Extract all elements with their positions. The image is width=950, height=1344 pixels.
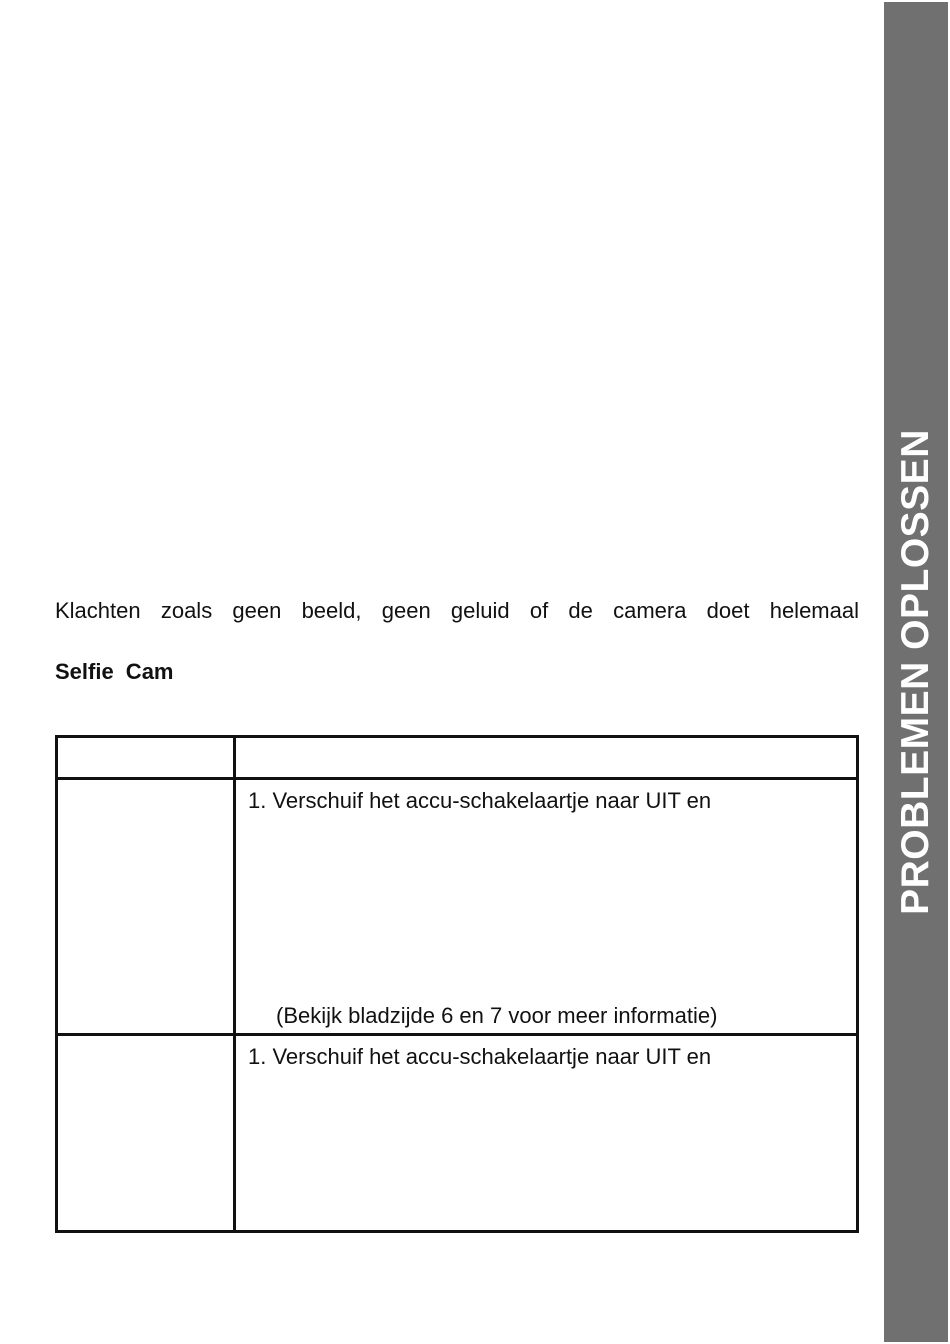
intro-paragraph: Klachten zoals geen beeld, geen geluid of de camera doet helemaal	[55, 598, 859, 623]
solution-step: 1. Verschuif het accu-schakelaartje naar UIT en	[248, 1044, 712, 1069]
solution-step: 1. Verschuif het accu-schakelaartje naar UIT en	[248, 788, 712, 813]
problem-cell	[57, 779, 235, 1035]
solution-cell	[235, 779, 858, 1035]
table-row	[57, 779, 858, 1035]
product-name: Selfie Cam	[55, 659, 174, 684]
header-problem-cell	[57, 737, 235, 779]
solution-cell	[235, 1035, 858, 1232]
header-solution-cell	[235, 737, 858, 779]
troubleshooting-table	[55, 735, 859, 1233]
table-row	[57, 1035, 858, 1232]
table-header-row	[57, 737, 858, 779]
side-tab-label: PROBLEMEN OPLOSSEN	[894, 429, 937, 915]
problem-cell	[57, 1035, 235, 1232]
solution-note: (Bekijk bladzijde 6 en 7 voor meer informatie)	[276, 1003, 718, 1028]
